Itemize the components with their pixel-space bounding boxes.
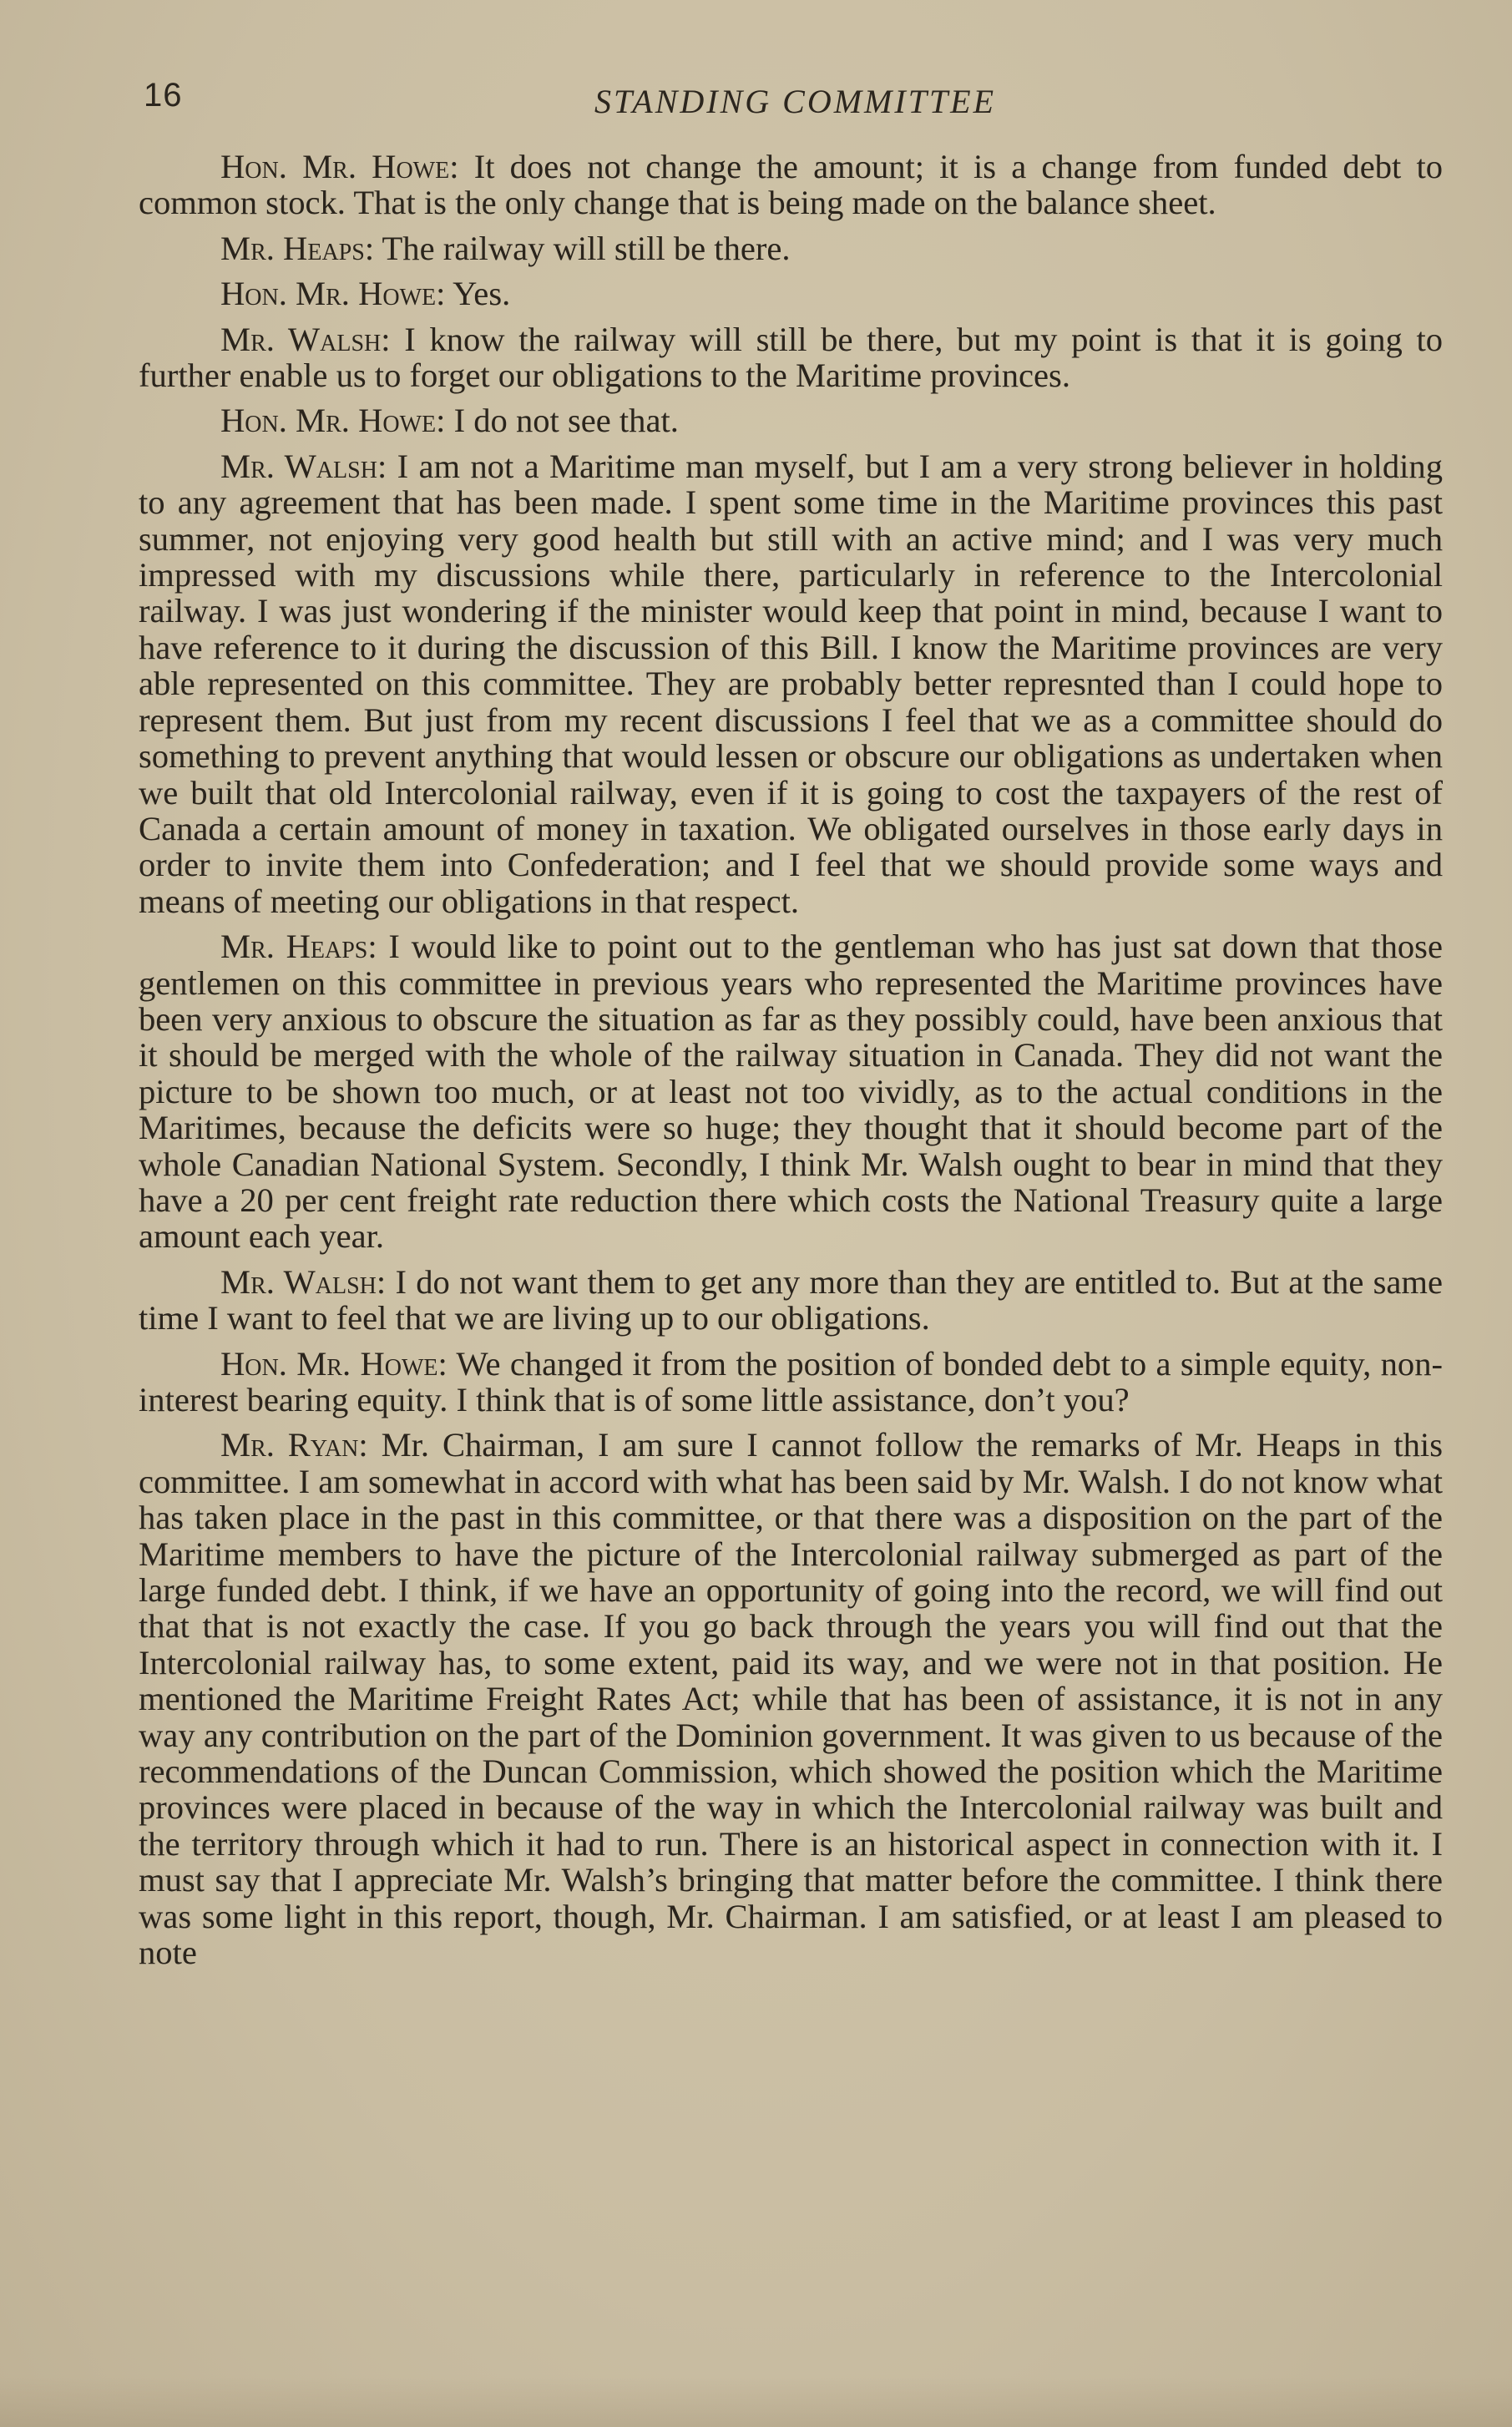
speech-text: We changed it from the position of bonded debt to a simple equity, non-interest bearing equity. I think that is of some little assistance, don’t you?	[139, 1344, 1444, 1418]
transcript-paragraph: Mr. Ryan: Mr. Chairman, I am sure I cannot follow the remarks of Mr. Heaps in this committee. I am somewhat in accord with what has been said by Mr. Walsh. I do not know what has taken place in the past in this committee, or that there was a disposition on the part of the Maritime members to have the picture of the Intercolonial railway submerged as part of the large funded debt. I think, if we have an opportunity of going into the record, we will find out that that is not exactly the case. If you go back through the years you will find out that the Intercolonial railway has, to some extent, paid its way, and we were not in that position. He mentioned the Maritime Freight Rates Act; while that has been of assistance, it is not in any way any contribution on the part of the Dominion government. It was given to us because of the recommendations of the Duncan Commission, which showed the position which the Maritime provinces were placed in because of the way in which the Intercolonial railway was built and the territory through which it had to run. There is an historical aspect in connection with it. I must say that I appreciate Mr. Walsh’s bringing that matter before the committee. I think there was some light in this report, though, Mr. Chairman. I am satisfied, or at least I am pleased to note	[139, 1426, 1443, 1972]
speaker-name: Mr. Walsh	[220, 447, 377, 485]
page-header	[144, 77, 1446, 127]
transcript-paragraph: Hon. Mr. Howe: It does not change the amount; it is a change from funded debt to common stock. That is the only change that is being made on the balance sheet.	[139, 148, 1444, 222]
transcript-paragraph: Hon. Mr. Howe: We changed it from the position of bonded debt to a simple equity, non-interest bearing equity. I think that is of some little assistance, don’t you?	[139, 1344, 1444, 1418]
speech-text: I do not want them to get any more than they are entitled to. But at the same time I want to feel that we are living up to our obligations.	[139, 1262, 1444, 1337]
transcript-body	[139, 149, 1443, 1980]
speaker-name: Hon. Mr. Howe	[220, 275, 437, 313]
speaker-name: Hon. Mr. Howe	[220, 402, 437, 440]
transcript-paragraph: Mr. Heaps: I would like to point out to the gentleman who has just sat down that those gentlemen on this committee in previous years who represented the Maritime provinces have been very anxious to obscure the situation as far as they possibly could, have been anxious that it should be merged with the whole of the railway situation in Canada. They did not want the picture to be shown too much, or at least not too vividly, as to the actual conditions in the Maritimes, because the deficits were so huge; they thought that it should become part of the whole Canadian National System. Secondly, I think Mr. Walsh ought to bear in mind that they have a 20 per cent freight rate reduction there which costs the National Treasury quite a large amount each year.	[139, 928, 1443, 1256]
speech-text: The railway will still be there.	[382, 229, 791, 267]
speech-text: Mr. Chairman, I am sure I cannot follow the remarks of Mr. Heaps in this committee. I am somewhat in accord with what has been said by Mr. Walsh. I do not know what has taken place in the past in this committee, or that there was a disposition on the part of the Maritime members to have the picture of the Intercolonial railway submerged as part of the large funded debt. I think, if we have an opportunity of going into the record, we will find out that that is not exactly the case. If you go back through the years you will find out that the Intercolonial railway has, to some extent, paid its way, and we were not in that position. He mentioned the Maritime Freight Rates Act; while that has been of assistance, it is not in any way any contribution on the part of the Dominion government. It was given to us because of the recommendations of the Duncan Commission, which showed the position which the Maritime provinces were placed in because of the way in which the Intercolonial railway was built and the territory through which it had to run. There is an historical aspect in connection with it. I must say that I appreciate Mr. Walsh’s bringing that matter before the committee. I think there was some light in this report, though, Mr. Chairman. I am satisfied, or at least I am pleased to note	[139, 1426, 1443, 1972]
speech-text: I know the railway will still be there, but my point is that it is going to further enable us to forget our obligations to the Maritime provinces.	[139, 320, 1444, 395]
transcript-paragraph: Mr. Walsh: I do not want them to get any more than they are entitled to. But at the same time I want to feel that we are living up to our obligations.	[139, 1262, 1444, 1337]
speaker-name: Hon. Mr. Howe	[220, 148, 450, 185]
page-number: 16	[144, 77, 183, 114]
speech-text: Yes.	[453, 275, 511, 313]
paper-edge-shading	[0, 2377, 1512, 2427]
speaker-name: Mr. Ryan	[220, 1426, 359, 1464]
speaker-name: Mr. Heaps	[220, 229, 365, 267]
transcript-paragraph: Mr. Heaps: The railway will still be there.	[220, 229, 791, 267]
transcript-paragraph: Hon. Mr. Howe: Yes.	[220, 275, 511, 313]
transcript-paragraph: Mr. Walsh: I am not a Maritime man myself, but I am a very strong believer in holding to any agreement that has been made. I spent some time in the Maritime provinces this past summer, not enjoying very good health but still with an active mind; and I was very much impressed with my discussions while there, particularly in reference to the Intercolonial railway. I was just wondering if the minister would keep that point in mind, because I want to have reference to it during the discussion of this Bill. I know the Maritime provinces are very able represented on this committee. They are probably better represnted than I could hope to represent them. But just from my recent discussions I feel that we as a committee should do something to prevent anything that would lessen or obscure our obligations as undertaken when we built that old Intercolonial railway, even if it is going to cost the taxpayers of the rest of Canada a certain amount of money in taxation. We obligated ourselves in those early days in order to invite them into Confederation; and I feel that we should provide some ways and means of meeting our obligations in that respect.	[139, 447, 1443, 920]
speech-text: It does not change the amount; it is a change from funded debt to common stock. That is the only change that is being made on the balance sheet.	[139, 148, 1444, 222]
speaker-name: Mr. Walsh	[220, 1262, 377, 1301]
speaker-name: Hon. Mr. Howe	[220, 1344, 438, 1383]
speech-text: I am not a Maritime man myself, but I am a very strong believer in holding to any agreement that has been made. I spent some time in the Maritime provinces this past summer, not enjoying very good health but still with an active mind; and I was very much impressed with my discussions while there, particularly in reference to the Intercolonial railway. I was just wondering if the minister would keep that point in mind, because I want to have reference to it during the discussion of this Bill. I know the Maritime provinces are very able represented on this committee. They are probably better represnted than I could hope to represent them. But just from my recent discussions I feel that we as a committee should do something to prevent anything that would lessen or obscure our obligations as undertaken when we built that old Intercolonial railway, even if it is going to cost the taxpayers of the rest of Canada a certain amount of money in taxation. We obligated ourselves in those early days in order to invite them into Confederation; and I feel that we should provide some ways and means of meeting our obligations in that respect.	[139, 447, 1443, 920]
transcript-paragraph: Hon. Mr. Howe: I do not see that.	[220, 402, 679, 440]
speaker-name: Mr. Heaps	[220, 928, 368, 966]
transcript-paragraph: Mr. Walsh: I know the railway will still be there, but my point is that it is going to further enable us to forget our obligations to the Maritime provinces.	[139, 320, 1444, 395]
speech-text: I would like to point out to the gentleman who has just sat down that those gentlemen on this committee in previous years who represented the Maritime provinces have been very anxious to obscure the situation as far as they possibly could, have been anxious that it should be merged with the whole of the railway situation in Canada. They did not want the picture to be shown too much, or at least not too vividly, as to the actual conditions in the Maritimes, because the deficits were so huge; they thought that it should become part of the whole Canadian National System. Secondly, I think Mr. Walsh ought to bear in mind that they have a 20 per cent freight rate reduction there which costs the National Treasury quite a large amount each year.	[139, 928, 1443, 1256]
speech-text: I do not see that.	[453, 402, 679, 440]
running-head: STANDING COMMITTEE	[594, 83, 997, 120]
speaker-name: Mr. Walsh	[220, 320, 382, 358]
